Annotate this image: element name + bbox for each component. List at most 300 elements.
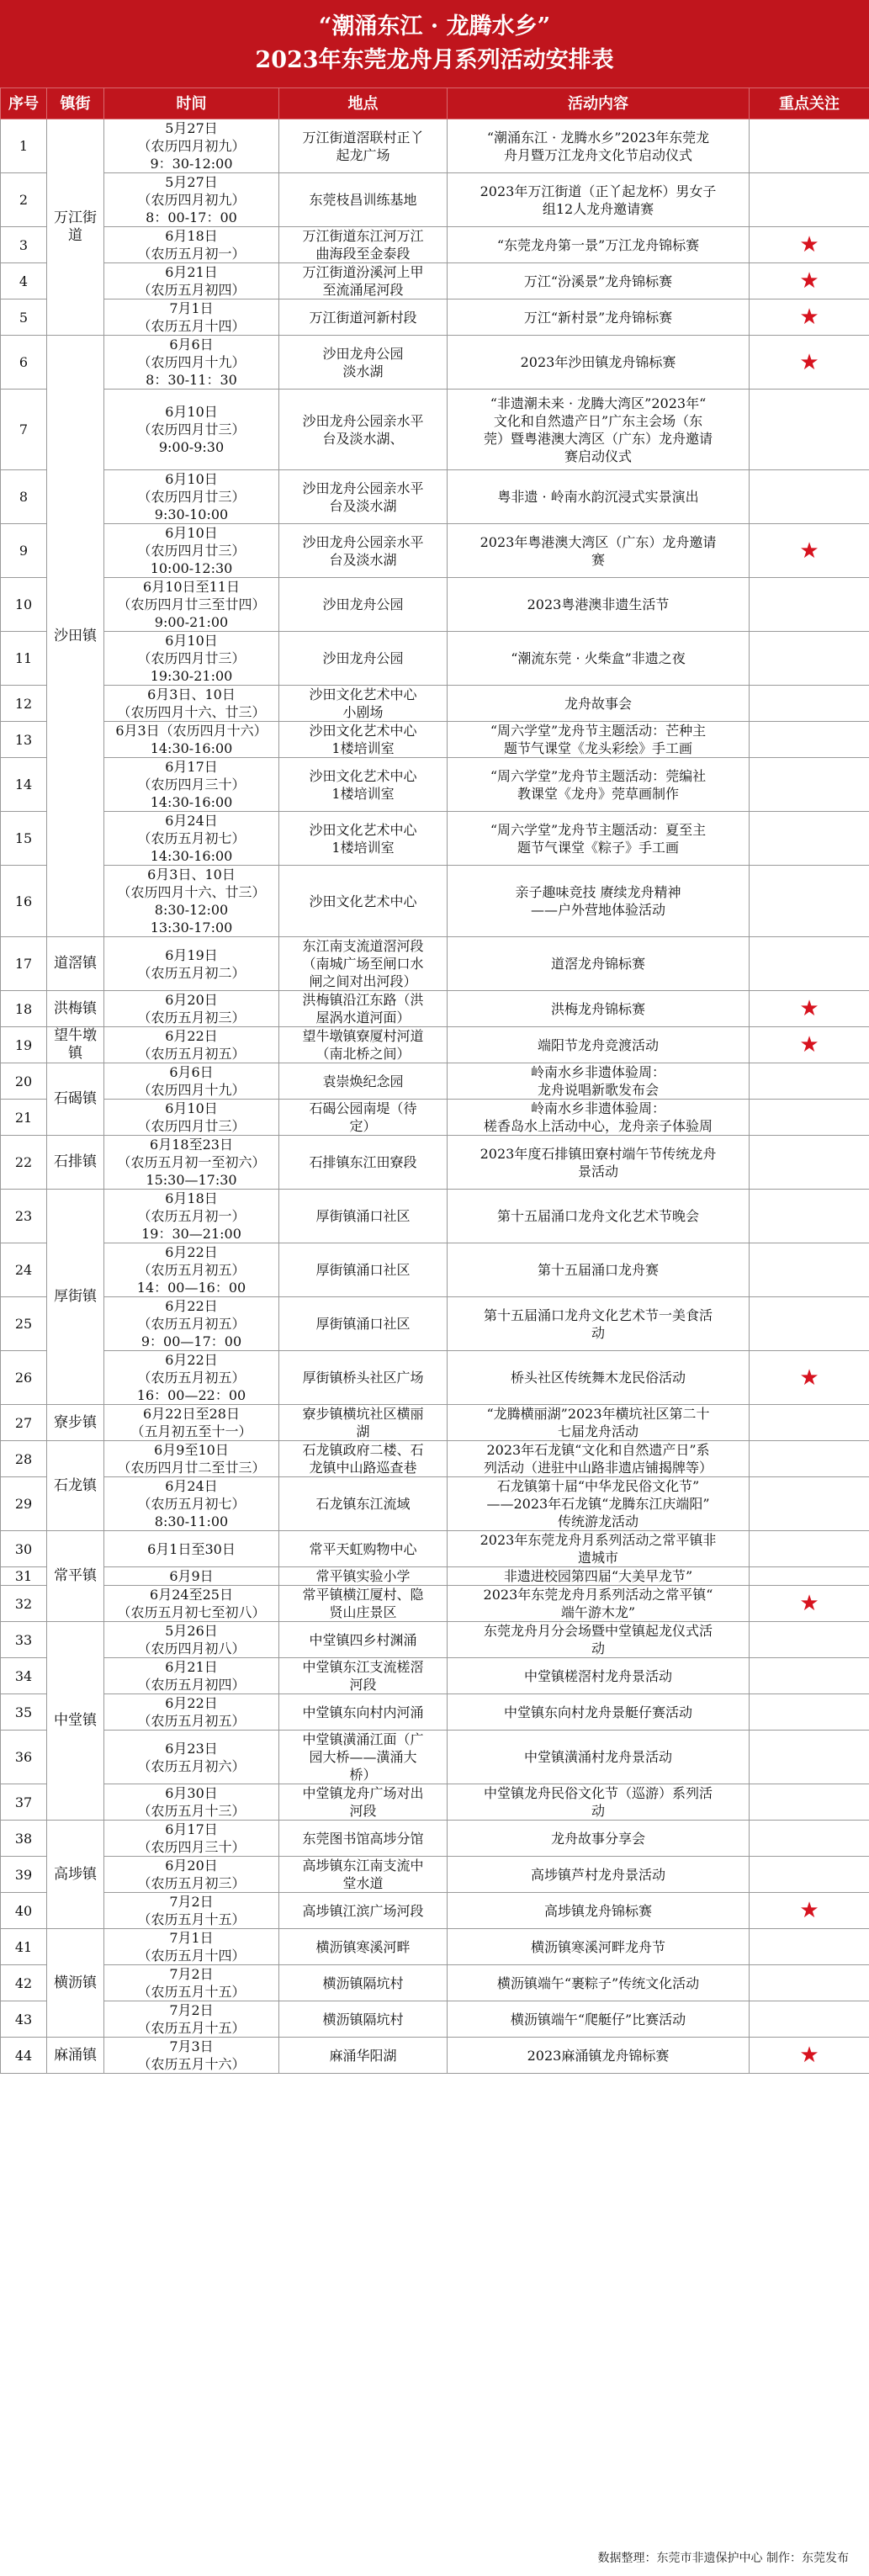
row-number: 36	[1, 1731, 47, 1784]
activity-cell	[448, 1063, 750, 1100]
activity-cell	[448, 937, 750, 991]
time-line: （农历五月初一）	[137, 1208, 246, 1224]
activity-line: 石龙镇第十届“中华龙民俗文化节”	[496, 1478, 700, 1494]
time-line: （农历五月十四）	[137, 1948, 246, 1964]
time-cell	[104, 1351, 279, 1405]
focus-cell	[750, 686, 869, 722]
time-line: 6月3日、10日	[147, 686, 236, 702]
place-line: 万江街道河新村段	[309, 309, 417, 326]
header-row	[1, 88, 869, 119]
town-cell: 望牛墩镇	[47, 1027, 104, 1063]
focus-cell	[750, 1658, 869, 1694]
place-line: 沙田龙舟公园	[322, 650, 404, 666]
focus-cell	[750, 1531, 869, 1567]
place-cell	[279, 1136, 448, 1190]
time-line: 7月2日	[169, 1894, 214, 1910]
table-row	[1, 1063, 869, 1100]
activity-cell	[448, 1477, 750, 1531]
time-cell	[104, 632, 279, 686]
place-cell	[279, 1477, 448, 1531]
town-cell: 石龙镇	[47, 1441, 104, 1531]
time-line: 5月27日	[165, 174, 218, 190]
place-line: 湖	[356, 1423, 370, 1439]
star-icon: ★	[799, 538, 819, 564]
place-cell	[279, 227, 448, 263]
time-line: 7月2日	[169, 1966, 214, 1982]
row-number: 30	[1, 1531, 47, 1567]
table-row	[1, 686, 869, 722]
place-cell	[279, 173, 448, 227]
time-line: 6月3日（农历四月十六）	[115, 723, 268, 739]
place-line: 起龙广场	[336, 146, 390, 163]
table-row	[1, 1586, 869, 1622]
time-line: （农历四月十六、廿三）	[117, 884, 266, 900]
place-line: 桥）	[349, 1767, 377, 1783]
activity-cell	[448, 722, 750, 758]
table-row	[1, 937, 869, 991]
place-line: 沙田文化艺术中心	[309, 723, 417, 739]
star-icon: ★	[799, 996, 819, 1021]
table-row	[1, 1622, 869, 1658]
activity-line: 中堂镇潢涌村龙舟景活动	[523, 1749, 672, 1765]
row-number: 33	[1, 1622, 47, 1658]
place-line: 沙田龙舟公园亲水平	[302, 533, 424, 550]
place-line: 厚街镇桥头社区广场	[302, 1370, 424, 1386]
row-number: 24	[1, 1243, 47, 1297]
activity-line: 景活动	[577, 1163, 618, 1179]
place-cell	[279, 632, 448, 686]
place-line: 厚街镇涌口社区	[315, 1208, 411, 1224]
place-cell	[279, 119, 448, 173]
activity-line: 题节气课堂《粽子》手工画	[517, 839, 679, 856]
star-icon: ★	[799, 1591, 819, 1616]
time-line: 6月22日	[165, 1298, 218, 1314]
table-row	[1, 1929, 869, 1965]
activity-line: 2023年沙田镇龙舟锦标赛	[520, 354, 676, 370]
row-number: 13	[1, 722, 47, 758]
time-cell	[104, 866, 279, 937]
table-row	[1, 299, 869, 336]
star-icon: ★	[799, 268, 819, 294]
row-number: 4	[1, 263, 47, 299]
time-line: 10:00-12:30	[150, 560, 233, 576]
place-line: 龙镇中山路巡查巷	[309, 1460, 417, 1476]
time-line: 5月26日	[165, 1623, 218, 1639]
row-number: 16	[1, 866, 47, 937]
place-cell	[279, 1567, 448, 1586]
activity-line: 岭南水乡非遗体验周：	[530, 1100, 665, 1116]
focus-cell	[750, 2001, 869, 2038]
activity-line: 组12人龙舟邀请赛	[542, 200, 654, 217]
activity-cell	[448, 1893, 750, 1929]
town-cell: 石排镇	[47, 1136, 104, 1190]
activity-cell	[448, 1027, 750, 1063]
focus-cell	[750, 722, 869, 758]
activity-line: “东莞龙舟第一景”万江龙舟锦标赛	[496, 236, 700, 253]
activity-cell	[448, 299, 750, 336]
time-line: 6月9日	[169, 1568, 214, 1584]
time-line: 6月24日	[165, 813, 218, 829]
row-number: 42	[1, 1965, 47, 2001]
town-cell: 道滘镇	[47, 937, 104, 991]
row-number: 44	[1, 2038, 47, 2074]
place-line: （南城广场至闸口水	[302, 956, 424, 972]
time-cell	[104, 2001, 279, 2038]
time-line: 6月20日	[165, 992, 218, 1008]
table-row	[1, 1100, 869, 1136]
time-line: 9：00—17：00	[140, 1333, 242, 1349]
focus-cell	[750, 1027, 869, 1063]
table-row	[1, 227, 869, 263]
col-header-activity: 活动内容	[448, 88, 750, 119]
time-line: 6月24日	[165, 1478, 218, 1494]
place-line: 望牛墩镇寮厦村河道	[302, 1028, 424, 1044]
time-line: 6月18日	[165, 1190, 218, 1206]
focus-cell	[750, 578, 869, 632]
focus-cell	[750, 524, 869, 578]
time-cell	[104, 1965, 279, 2001]
place-line: 高埗镇东江南支流中	[302, 1858, 424, 1874]
time-cell	[104, 1821, 279, 1857]
time-line: 14：00—16：00	[136, 1280, 246, 1296]
place-cell	[279, 524, 448, 578]
time-cell	[104, 1190, 279, 1243]
place-cell	[279, 1531, 448, 1567]
focus-cell	[750, 1100, 869, 1136]
time-cell	[104, 686, 279, 722]
place-line: 定）	[349, 1118, 377, 1134]
time-cell	[104, 1857, 279, 1893]
time-line: 8：00-17：00	[146, 209, 237, 225]
place-line: 东江南支流道滘河段	[302, 938, 424, 954]
place-line: 屋涡水道河面）	[315, 1010, 411, 1026]
place-line: 麻涌华阳湖	[329, 2047, 397, 2064]
table-row	[1, 1531, 869, 1567]
activity-line: “周六学堂”龙舟节主题活动：莞编社	[490, 767, 707, 784]
place-line: 沙田龙舟公园	[322, 596, 404, 612]
activity-cell	[448, 2001, 750, 2038]
activity-cell	[448, 119, 750, 173]
activity-cell	[448, 1929, 750, 1965]
row-number: 1	[1, 119, 47, 173]
time-line: （农历五月十四）	[137, 318, 246, 334]
time-cell	[104, 1477, 279, 1531]
place-line: 横沥镇寒溪河畔	[315, 1938, 411, 1955]
time-line: （农历四月廿三）	[137, 489, 246, 505]
time-line: （农历四月三十）	[137, 777, 246, 792]
place-line: 台及淡水湖、	[322, 430, 404, 447]
focus-cell	[750, 1622, 869, 1658]
place-line: 沙田龙舟公园	[322, 345, 404, 362]
row-number: 35	[1, 1694, 47, 1731]
activity-line: 龙舟故事会	[564, 695, 632, 712]
place-cell	[279, 758, 448, 812]
activity-cell	[448, 1441, 750, 1477]
time-line: 6月18日	[165, 228, 218, 244]
title-line-1: “潮涌东江 · 龙腾水乡”	[318, 13, 551, 40]
activity-line: 亲子趣味竞技 赓续龙舟精神	[515, 884, 681, 900]
time-line: 6月10日	[165, 404, 218, 420]
row-number: 37	[1, 1784, 47, 1821]
star-icon: ★	[799, 1032, 819, 1057]
activity-line: 非遗进校园第四届“大美早龙节”	[503, 1568, 693, 1584]
time-line: 14:30-16:00	[150, 740, 233, 756]
place-cell	[279, 299, 448, 336]
place-line: 沙田龙舟公园亲水平	[302, 480, 424, 496]
focus-cell	[750, 227, 869, 263]
focus-cell	[750, 390, 869, 470]
place-cell	[279, 2038, 448, 2074]
focus-cell	[750, 1190, 869, 1243]
time-line: （农历五月初一）	[137, 246, 246, 262]
time-line: 6月18至23日	[150, 1137, 233, 1153]
place-cell	[279, 1857, 448, 1893]
activity-cell	[448, 1586, 750, 1622]
time-line: 7月1日	[169, 1930, 214, 1946]
time-line: 6月10日至11日	[143, 579, 240, 595]
table-row	[1, 1857, 869, 1893]
time-cell	[104, 1586, 279, 1622]
time-line: （农历五月初一至初六）	[117, 1154, 266, 1170]
place-cell	[279, 866, 448, 937]
place-line: 石排镇东江田寮段	[309, 1154, 417, 1170]
place-line: 高埗镇江滨广场河段	[302, 1902, 424, 1919]
time-line: （农历四月初九）	[137, 192, 246, 208]
time-line: （农历五月十五）	[137, 1984, 246, 2000]
place-cell	[279, 1190, 448, 1243]
place-cell	[279, 1731, 448, 1784]
activity-line: ——2023年石龙镇“龙腾东江庆端阳”	[486, 1496, 710, 1512]
time-cell	[104, 2038, 279, 2074]
activity-line: 2023麻涌镇龙舟锦标赛	[527, 2047, 670, 2064]
row-number: 20	[1, 1063, 47, 1100]
time-line: （农历五月初六）	[137, 1757, 246, 1774]
table-row	[1, 632, 869, 686]
title-line-2: 2023年东莞龙舟月系列活动安排表	[255, 47, 614, 73]
table-row	[1, 991, 869, 1027]
place-cell	[279, 2001, 448, 2038]
place-cell	[279, 1821, 448, 1857]
time-cell	[104, 812, 279, 866]
time-cell	[104, 1784, 279, 1821]
focus-cell	[750, 1893, 869, 1929]
activity-cell	[448, 758, 750, 812]
col-header-town: 镇街	[47, 88, 104, 119]
time-line: （农历四月十六、廿三）	[117, 704, 266, 720]
activity-line: 端阳节龙舟竞渡活动	[537, 1036, 659, 1053]
activity-line: 万江“汾溪景”龙舟锦标赛	[523, 273, 673, 289]
town-cell: 常平镇	[47, 1531, 104, 1622]
town-cell: 麻涌镇	[47, 2038, 104, 2074]
time-line: 6月17日	[165, 759, 218, 775]
town-cell: 高埗镇	[47, 1821, 104, 1929]
place-line: 1楼培训室	[331, 785, 395, 802]
row-number: 29	[1, 1477, 47, 1531]
place-cell	[279, 1027, 448, 1063]
time-line: （农历五月初五）	[137, 1370, 246, 1386]
place-line: 石龙镇东江流域	[315, 1496, 411, 1512]
activity-line: 教课堂《龙舟》莞草画制作	[517, 785, 679, 802]
activity-cell	[448, 812, 750, 866]
place-cell	[279, 1784, 448, 1821]
time-line: （农历四月十九）	[137, 1082, 246, 1098]
row-number: 25	[1, 1297, 47, 1351]
activity-line: “龙腾横丽湖”2023年横坑社区第二十	[486, 1406, 710, 1422]
place-line: 至流涌尾河段	[322, 282, 404, 298]
place-cell	[279, 686, 448, 722]
activity-line: “潮流东莞 · 火柴盒”非遗之夜	[511, 650, 686, 666]
activity-cell	[448, 1100, 750, 1136]
row-number: 26	[1, 1351, 47, 1405]
focus-cell	[750, 336, 869, 390]
focus-cell	[750, 1477, 869, 1531]
activity-cell	[448, 470, 750, 524]
time-line: （农历四月初八）	[137, 1640, 246, 1656]
place-line: 寮步镇横坑社区横丽	[302, 1406, 424, 1422]
focus-cell	[750, 1243, 869, 1297]
activity-cell	[448, 263, 750, 299]
time-line: （农历五月十五）	[137, 2020, 246, 2036]
time-line: （农历五月十五）	[137, 1911, 246, 1927]
place-cell	[279, 1063, 448, 1100]
time-line: 6月24至25日	[150, 1587, 233, 1603]
time-line: 15:30—17:30	[146, 1172, 237, 1188]
time-cell	[104, 1063, 279, 1100]
activity-line: 中堂镇槎滘村龙舟景活动	[523, 1667, 672, 1684]
activity-cell	[448, 2038, 750, 2074]
place-line: 曲海段至金泰段	[315, 246, 411, 262]
time-cell	[104, 1027, 279, 1063]
time-cell	[104, 1567, 279, 1586]
time-line: 19:30-21:00	[150, 668, 233, 684]
time-cell	[104, 263, 279, 299]
place-line: 常平镇横江厦村、隐	[302, 1587, 424, 1603]
time-line: 6月22日至28日	[143, 1406, 240, 1422]
time-cell	[104, 937, 279, 991]
row-number: 38	[1, 1821, 47, 1857]
time-cell	[104, 336, 279, 390]
time-line: 9:00-21:00	[154, 614, 229, 630]
focus-cell	[750, 119, 869, 173]
col-header-place: 地点	[279, 88, 448, 119]
footer-credit: 数据整理：东莞市非遗保护中心 制作：东莞发布	[597, 2552, 849, 2565]
activity-cell	[448, 578, 750, 632]
time-cell	[104, 578, 279, 632]
activity-line: 题节气课堂《龙头彩绘》手工画	[503, 740, 692, 756]
time-cell	[104, 1531, 279, 1567]
activity-cell	[448, 1190, 750, 1243]
activity-line: “非遗潮未来 · 龙腾大湾区”2023年“	[490, 395, 707, 411]
time-line: （农历四月初九）	[137, 138, 246, 154]
row-number: 7	[1, 390, 47, 470]
row-number: 18	[1, 991, 47, 1027]
time-line: （农历五月初五）	[137, 1713, 246, 1729]
title-banner	[0, 0, 869, 87]
place-cell	[279, 1351, 448, 1405]
time-cell	[104, 1731, 279, 1784]
place-cell	[279, 1297, 448, 1351]
activity-line: “周六学堂”龙舟节主题活动：夏至主	[490, 821, 707, 838]
time-line: 8：30-11：30	[146, 372, 237, 388]
row-number: 34	[1, 1658, 47, 1694]
place-cell	[279, 336, 448, 390]
activity-line: 2023年东莞龙舟月系列活动之常平镇非	[480, 1532, 717, 1548]
place-line: 贤山庄景区	[329, 1604, 397, 1620]
table-row	[1, 812, 869, 866]
activity-cell	[448, 1567, 750, 1586]
town-cell: 中堂镇	[47, 1622, 104, 1821]
time-cell	[104, 227, 279, 263]
table-row	[1, 2038, 869, 2074]
table-row	[1, 578, 869, 632]
activity-line: 横沥镇端午“爬艇仔”比赛活动	[510, 2011, 686, 2027]
place-line: 中堂镇四乡村渊涌	[309, 1631, 417, 1648]
place-line: 1楼培训室	[331, 740, 395, 756]
table-row	[1, 390, 869, 470]
activity-line: 洪梅龙舟锦标赛	[550, 1000, 645, 1017]
focus-cell	[750, 2038, 869, 2074]
time-line: 9:00-9:30	[158, 439, 225, 455]
place-cell	[279, 812, 448, 866]
focus-cell	[750, 1586, 869, 1622]
row-number: 8	[1, 470, 47, 524]
place-line: 台及淡水湖	[329, 497, 397, 514]
col-header-no: 序号	[1, 88, 47, 119]
time-cell	[104, 1405, 279, 1441]
table-row	[1, 866, 869, 937]
row-number: 28	[1, 1441, 47, 1477]
row-number: 27	[1, 1405, 47, 1441]
activity-cell	[448, 1243, 750, 1297]
time-line: 6月23日	[165, 1740, 218, 1757]
town-cell: 洪梅镇	[47, 991, 104, 1027]
row-number: 17	[1, 937, 47, 991]
row-number: 21	[1, 1100, 47, 1136]
time-line: 9:30-10:00	[154, 506, 229, 522]
star-icon: ★	[799, 1898, 819, 1923]
place-line: 厚街镇涌口社区	[315, 1316, 411, 1332]
place-cell	[279, 1694, 448, 1731]
activity-cell	[448, 524, 750, 578]
place-line: 堂水道	[342, 1875, 384, 1891]
time-line: 6月22日	[165, 1352, 218, 1368]
row-number: 14	[1, 758, 47, 812]
time-cell	[104, 1658, 279, 1694]
time-line: 14:30-16:00	[150, 794, 233, 810]
activity-cell	[448, 1297, 750, 1351]
place-cell	[279, 1929, 448, 1965]
activity-line: 高埗镇芦村龙舟景活动	[530, 1866, 665, 1883]
row-number: 9	[1, 524, 47, 578]
activity-line: 第十五届涌口龙舟文化艺术节一美食活	[483, 1307, 713, 1323]
activity-cell	[448, 1405, 750, 1441]
time-line: 7月2日	[169, 2002, 214, 2018]
time-line: （农历四月廿三）	[137, 1118, 246, 1134]
activity-line: 端午游木龙”	[560, 1604, 636, 1620]
place-line: 万江街道汾溪河上甲	[302, 264, 424, 280]
place-cell	[279, 263, 448, 299]
time-cell	[104, 524, 279, 578]
star-icon: ★	[799, 232, 819, 257]
time-line: （农历五月初四）	[137, 1677, 246, 1693]
focus-cell	[750, 1405, 869, 1441]
row-number: 43	[1, 2001, 47, 2038]
activity-line: 2023年石龙镇“文化和自然遗产日”系	[486, 1442, 710, 1458]
activity-cell	[448, 390, 750, 470]
place-line: 台及淡水湖	[329, 551, 397, 568]
time-line: 6月22日	[165, 1695, 218, 1711]
time-cell	[104, 1622, 279, 1658]
